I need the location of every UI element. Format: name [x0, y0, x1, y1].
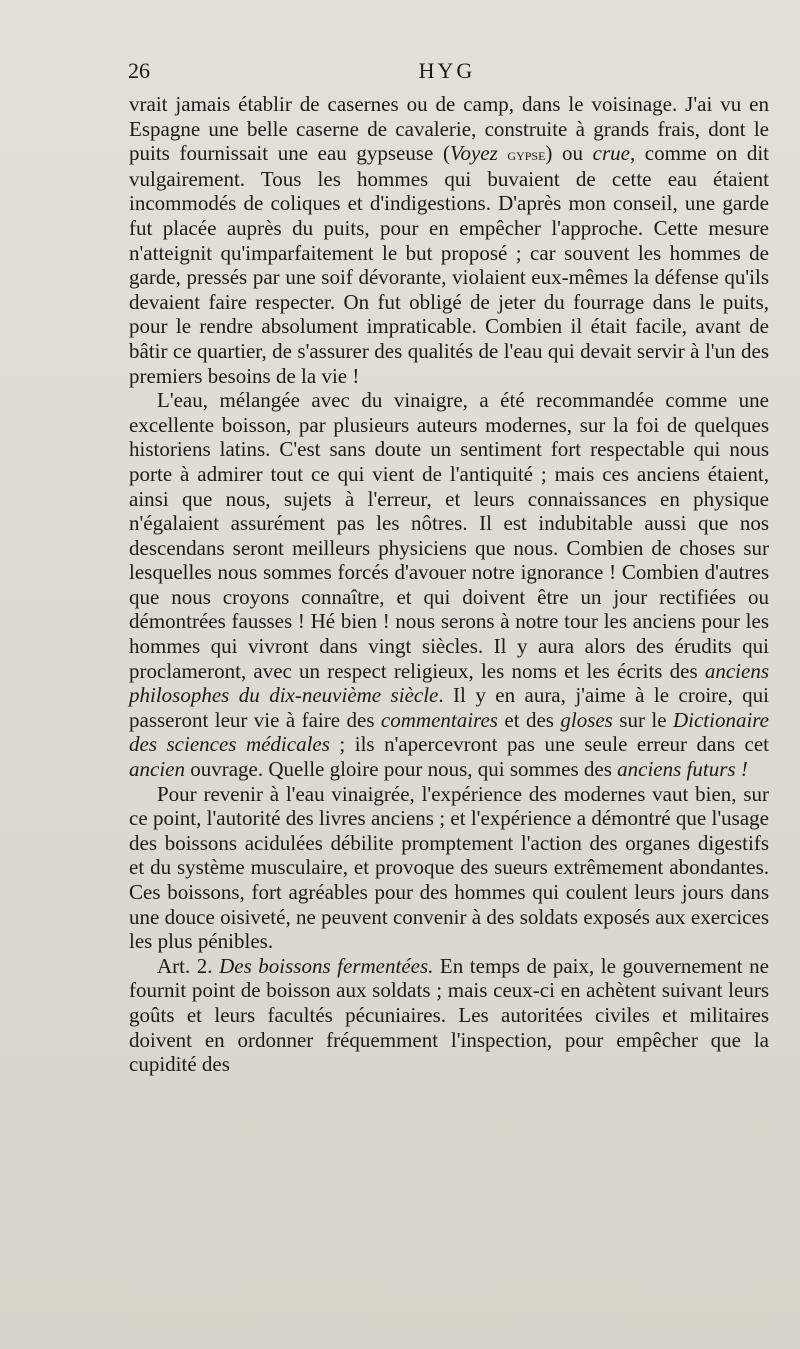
running-head: HYG [418, 58, 476, 83]
text-segment: En temps de paix, le gouvernement ne fournit point de boisson aux soldats ; mais ceux-ci en achètent suivant leurs goûts et leurs facultés pécuniaires. Les autoritées civiles et militaires doivent en ordonner fréquemment l'inspection, pour empêcher que la cupidité des [129, 953, 769, 1077]
text-segment: Art. 2. [157, 953, 220, 978]
italic-text: Des boissons fermentées. [219, 953, 434, 978]
italic-text: commentaires [380, 707, 498, 732]
paragraph [129, 92, 769, 388]
paragraph [129, 782, 769, 954]
text-segment: sur le [612, 707, 673, 732]
text-segment: ouvrage. Quelle gloire pour nous, qui sommes des [184, 757, 618, 782]
paragraph [129, 954, 769, 1077]
text-segment: vrait jamais établir de casernes ou de camp, dans le voisinage. J'ai vu en Espagne une belle caserne de cavalerie, construite à grands frais, dont le puits fournissait une eau gypseuse ( [129, 92, 769, 166]
italic-text: anciens philosophes du dix-neuvième siècle [129, 658, 769, 708]
text-segment: , comme on dit vulgairement. Tous les hommes qui buvaient de cette eau étaient incommodés de coliques et d'indigestions. D'après mon conseil, une garde fut placée auprès du puits, pour en empêcher l'approche. Cette mesure n'atteignit qu'imparfaitement le but proposé ; car souvent les hommes de garde, pressés par une soif dévorante, violaient eux-mêmes la défense qu'ils devaient faire respecter. On fut obligé de jeter du fourrage dans le puits, pour le rendre absolument impraticable. Combien il était facile, avant de bâtir ce quartier, de s'assurer des qualités de l'eau qui devait servir à l'un des premiers besoins de la vie ! [129, 141, 769, 388]
text-segment: ) ou [545, 141, 593, 166]
page-number: 26 [128, 58, 150, 83]
italic-text: Dictionaire des sciences médicales [129, 707, 769, 757]
text-segment: ; ils n'apercevront pas une seule erreur dans cet [329, 732, 769, 757]
paragraph [129, 388, 769, 782]
page-header [128, 58, 766, 88]
text-segment [498, 141, 508, 165]
text-segment: L'eau, mélangée avec du vinaigre, a été recommandée comme une excellente boisson, par plusieurs auteurs modernes, sur la foi de quelques historiens latins. C'est sans doute un sentiment fort respectable qui nous porte à admirer tout ce qui vient de l'antiquité ; mais ces anciens étaient, ainsi que nous, sujets à l'erreur, et leurs connaissances en physique n'égalaient assurément pas les nôtres. Il est indubitable aussi que nos descendans seront meilleurs physiciens que nous. Combien de choses sur lesquelles nous sommes forcés d'avouer notre ignorance ! Combien d'autres que nous croyons connaître, et qui doivent être un jour rectifiées ou démontrées fausses ! Hé bien ! nous serons à notre tour les anciens pour les hommes qui vivront dans vingt siècles. Il y aura alors des érudits qui proclameront, avec un respect religieux, les noms et les écrits des [129, 388, 769, 683]
text-segment: Pour revenir à l'eau vinaigrée, l'expérience des modernes vaut bien, sur ce point, l'autorité des livres anciens ; et l'expérience a démontré que l'usage des boissons acidulées débilite promptement l'action des organes digestifs et du système musculaire, et provoque des sueurs extrêmement abondantes. Ces boissons, fort agréables pour des hommes qui coulent leurs jours dans une douce oisiveté, ne peuvent convenir à des soldats exposés aux exercices les plus pénibles. [129, 781, 769, 954]
text-segment: et des [497, 707, 561, 732]
text-segment: . Il y en aura, j'aime à le croire, qui passeront leur vie à faire des [129, 683, 769, 732]
italic-text: ancien [129, 757, 185, 782]
italic-text: anciens futurs ! [617, 757, 748, 782]
italic-text: gloses [560, 707, 613, 732]
small-caps-text: gypse [507, 144, 546, 165]
italic-text: crue [592, 141, 630, 166]
body-text [129, 92, 769, 1077]
italic-text: Voyez [449, 141, 498, 166]
